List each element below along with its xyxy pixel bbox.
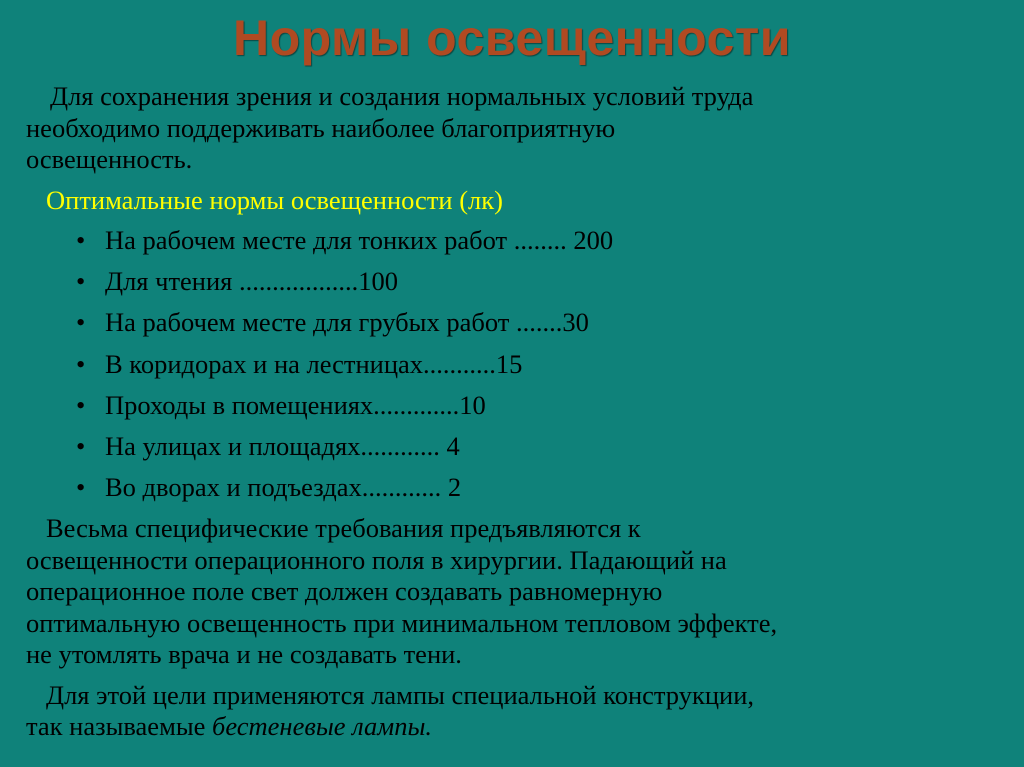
bullet-icon: • bbox=[76, 307, 86, 338]
bullet-icon: • bbox=[76, 266, 86, 297]
norm-item-text: На рабочем месте для тонких работ ........ 200 bbox=[105, 225, 614, 255]
norm-item-text: Для чтения ..................100 bbox=[105, 266, 398, 297]
surgery-line: Весьма специфические требования предъявляются к bbox=[46, 513, 641, 544]
intro-line: необходимо поддерживать наиболее благоприятную bbox=[26, 112, 616, 143]
norm-item-text: Проходы в помещениях.............10 bbox=[105, 389, 486, 420]
norm-item-text: На улицах и площадях............ 4 bbox=[105, 430, 460, 461]
norm-item bbox=[76, 390, 1024, 422]
lamps-paragraph bbox=[26, 680, 1024, 743]
surgery-line: операционное поле свет должен создавать равномерную bbox=[26, 576, 663, 607]
bullet-icon: • bbox=[76, 472, 86, 503]
norm-item bbox=[76, 472, 1024, 504]
surgery-line: оптимальную освещенность при минимальном тепловом эффекте, bbox=[26, 607, 778, 638]
norm-item-text: Во дворах и подъездах............ 2 bbox=[105, 472, 462, 503]
bullet-icon: • bbox=[76, 389, 86, 420]
surgery-line: не утомлять врача и не создавать тени. bbox=[26, 639, 462, 670]
lamps-line: Для этой цели применяются лампы специальной конструкции, bbox=[46, 679, 754, 710]
intro-paragraph bbox=[26, 81, 1024, 176]
intro-line: освещенность. bbox=[26, 144, 193, 174]
lamps-line bbox=[26, 711, 1024, 743]
surgery-paragraph bbox=[26, 513, 1024, 671]
slide-title: Нормы освещенности bbox=[233, 10, 791, 66]
norm-item bbox=[76, 266, 1024, 298]
surgery-line: освещенности операционного поля в хирургии. Падающий на bbox=[26, 544, 727, 575]
norm-item-text: В коридорах и на лестницах...........15 bbox=[105, 348, 523, 379]
lamps-line-prefix: так называемые bbox=[26, 711, 213, 742]
shadowless-lamps-term: бестеневые лампы. bbox=[212, 711, 433, 742]
norm-item bbox=[76, 307, 1024, 339]
norm-item bbox=[76, 431, 1024, 463]
bullet-icon: • bbox=[76, 430, 86, 461]
norms-heading: Оптимальные нормы освещенности (лк) bbox=[46, 184, 503, 215]
bullet-icon: • bbox=[76, 348, 86, 379]
bullet-icon: • bbox=[76, 225, 86, 255]
norms-list bbox=[0, 225, 1024, 504]
norm-item bbox=[76, 349, 1024, 381]
norm-item bbox=[76, 225, 1024, 257]
slide-content bbox=[0, 81, 1024, 743]
intro-line: Для сохранения зрения и создания нормальных условий труда bbox=[50, 81, 754, 111]
norm-item-text: На рабочем месте для грубых работ .......30 bbox=[105, 307, 589, 338]
